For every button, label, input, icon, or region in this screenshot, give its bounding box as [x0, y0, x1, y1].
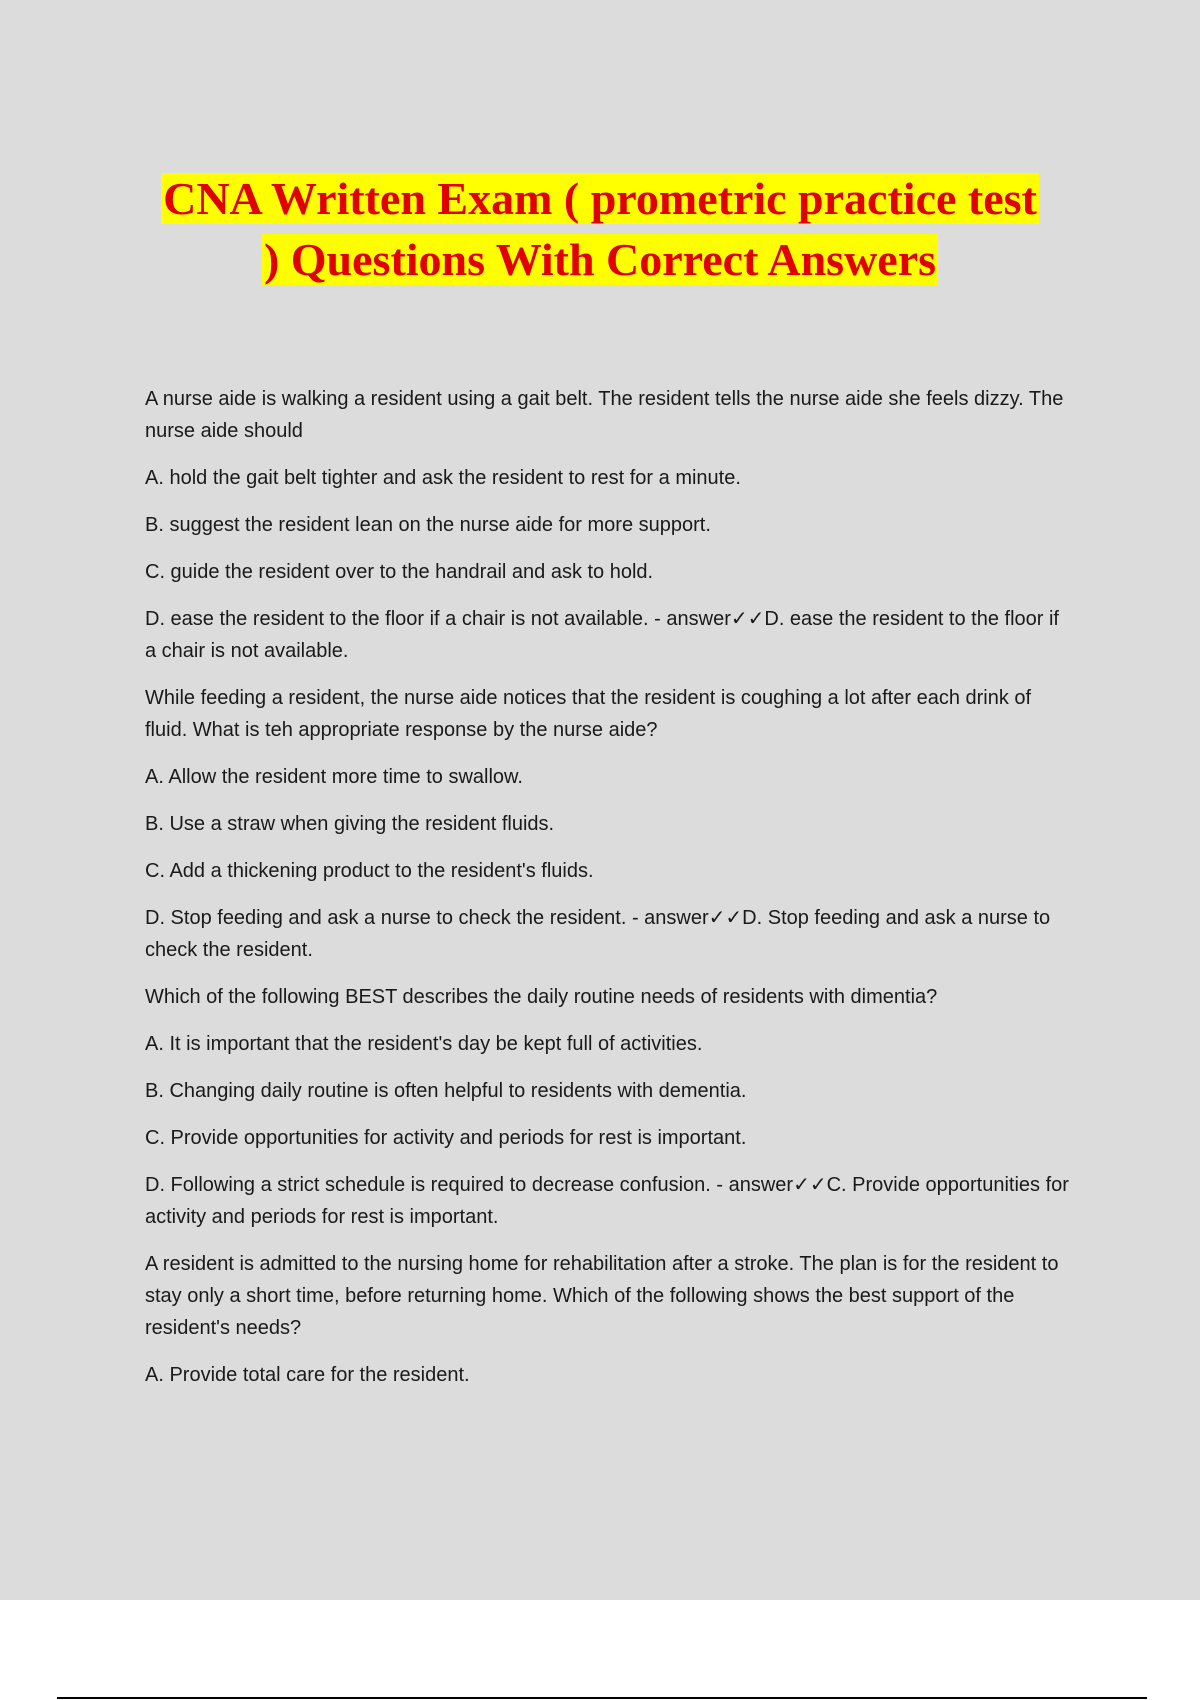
question-4-stem: A resident is admitted to the nursing home for rehabilitation after a stroke. The plan is for the resident to stay only a short time, before returning home. Which of the following shows the best support of the resident's needs? — [145, 1253, 1059, 1339]
question-1-stem: A nurse aide is walking a resident using a gait belt. The resident tells the nurse aide she feels dizzy. The nurse aide should — [145, 388, 1064, 442]
question-2-stem: While feeding a resident, the nurse aide notices that the resident is coughing a lot after each drink of fluid. What is teh appropriate response by the nurse aide? — [145, 687, 1032, 741]
title-line-2: ) Questions With Correct Answers — [263, 234, 937, 285]
document-title — [0, 168, 1200, 290]
question-3-option-c: C. Provide opportunities for activity and periods for rest is important. — [145, 1127, 747, 1149]
question-2-option-d-answer: D. Stop feeding and ask a nurse to check the resident. - answer✓✓D. Stop feeding and ask a nurse to check the resident. — [145, 907, 1051, 961]
document-body — [145, 383, 1075, 1406]
question-1-option-b: B. suggest the resident lean on the nurse aide for more support. — [145, 514, 711, 536]
question-1-option-c: C. guide the resident over to the handrail and ask to hold. — [145, 561, 654, 583]
question-1-option-d-answer: D. ease the resident to the floor if a chair is not available. - answer✓✓D. ease the resident to the floor if a chair is not available. — [145, 608, 1059, 662]
question-3-option-a: A. It is important that the resident's day be kept full of activities. — [145, 1033, 703, 1055]
question-4-option-a: A. Provide total care for the resident. — [145, 1364, 470, 1386]
question-2-option-b: B. Use a straw when giving the resident fluids. — [145, 813, 555, 835]
question-3-option-b: B. Changing daily routine is often helpful to residents with dementia. — [145, 1080, 747, 1102]
question-3-stem: Which of the following BEST describes the daily routine needs of residents with dimentia? — [145, 986, 938, 1008]
question-2-option-a: A. Allow the resident more time to swallow. — [145, 766, 523, 788]
question-2-option-c: C. Add a thickening product to the resident's fluids. — [145, 860, 594, 882]
footer-divider — [57, 1697, 1147, 1699]
title-line-1: CNA Written Exam ( prometric practice test — [163, 173, 1037, 224]
question-1-option-a: A. hold the gait belt tighter and ask the resident to rest for a minute. — [145, 467, 741, 489]
question-3-option-d-answer: D. Following a strict schedule is required to decrease confusion. - answer✓✓C. Provide opportunities for activity and periods for rest is important. — [145, 1174, 1069, 1228]
